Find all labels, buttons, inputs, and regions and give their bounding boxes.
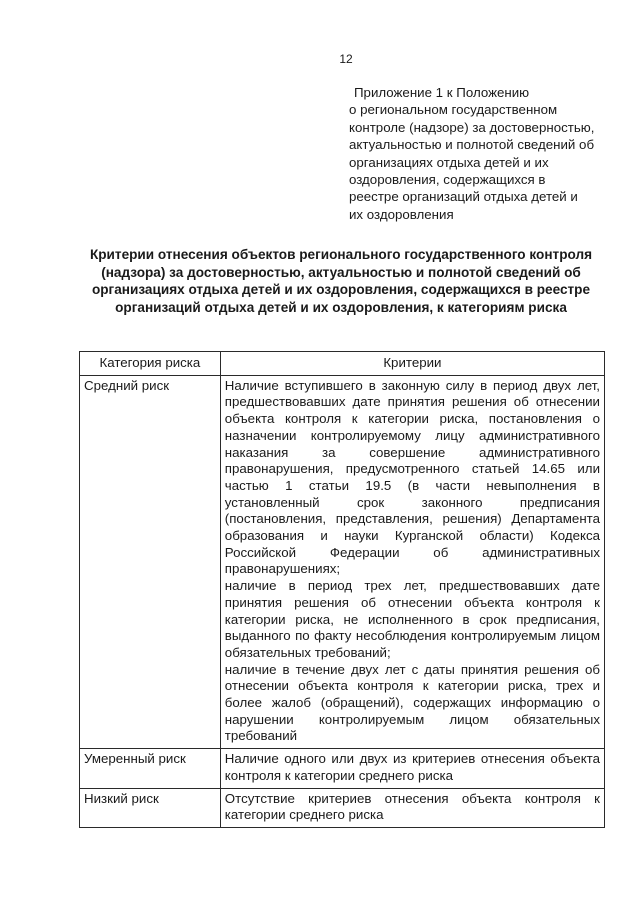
heading-line: организациях отдыха детей и их оздоровления, содержащихся в реестре [91,282,591,298]
risk-criteria-table [79,351,605,828]
annex-line: реестре организаций отдыха детей и [349,189,578,205]
heading-line: организаций отдыха детей и их оздоровления, к категориям риска [115,299,567,315]
annex-line: актуальностью и полнотой сведений об [349,137,595,153]
annex-note [349,84,619,223]
criteria-paragraph: Наличие одного или двух из критериев отнесения объекта контроля к категории среднего риска [224,751,600,783]
header-risk-category: Категория риска [80,352,221,376]
header-criteria: Критерии [220,352,604,376]
table-header-row [80,352,605,376]
criteria-cell [220,375,604,748]
annex-line: о региональном государственном [349,102,558,118]
criteria-paragraph: наличие в период трех лет, предшествовавших дате принятия решения об отнесении объекта контроля к категории риска, не исполненного в срок предписания, выданного по факту несоблюдения контролируемым лицом обязательных требований; [224,578,600,660]
heading-line: Критерии отнесения объектов регионального государственного контроля [89,247,593,262]
page-number: 12 [339,52,353,66]
annex-line: контроле (надзоре) за достоверностью, [349,119,595,135]
criteria-paragraph: Отсутствие критериев отнесения объекта контроля к категории среднего риска [224,790,600,823]
annex-line: оздоровления, содержащихся в [349,172,546,188]
table-row [80,749,605,788]
annex-line: организациях отдыха детей и их [349,154,549,170]
table-row [80,788,605,827]
criteria-cell [220,749,604,788]
risk-category-cell: Низкий риск [80,788,221,827]
criteria-paragraph: наличие в течение двух лет с даты принятия решения об отнесении объекта контроля к категории риска, трех и более жалоб (обращений), содержащих информацию о нарушении контролируемым лицом обязательных требований [224,661,600,744]
annex-line: Приложение 1 к Положению [354,85,530,100]
document-heading [40,246,640,316]
annex-line: их оздоровления [349,206,454,222]
criteria-paragraph: Наличие вступившего в законную силу в период двух лет, предшествовавших дате принятия решения об отнесении объекта контроля к категории риска, постановления о назначении контролируемому лицу административного наказания за совершение административного правонарушения, предусмотренного статьей 14.65 или частью 1 статьи 19.5 (в части невыполнения в установленный срок законного предписания (постановления, представления, решения) Департамента образования и науки Курганской области) Кодекса Российской Федерации об административных правонарушениях; [224,377,600,577]
risk-category-cell: Умеренный риск [80,749,221,788]
criteria-cell [220,788,604,827]
heading-line: (надзора) за достоверностью, актуальностью и полнотой сведений об [101,264,581,280]
risk-category-cell: Средний риск [80,375,221,748]
table-row [80,375,605,748]
